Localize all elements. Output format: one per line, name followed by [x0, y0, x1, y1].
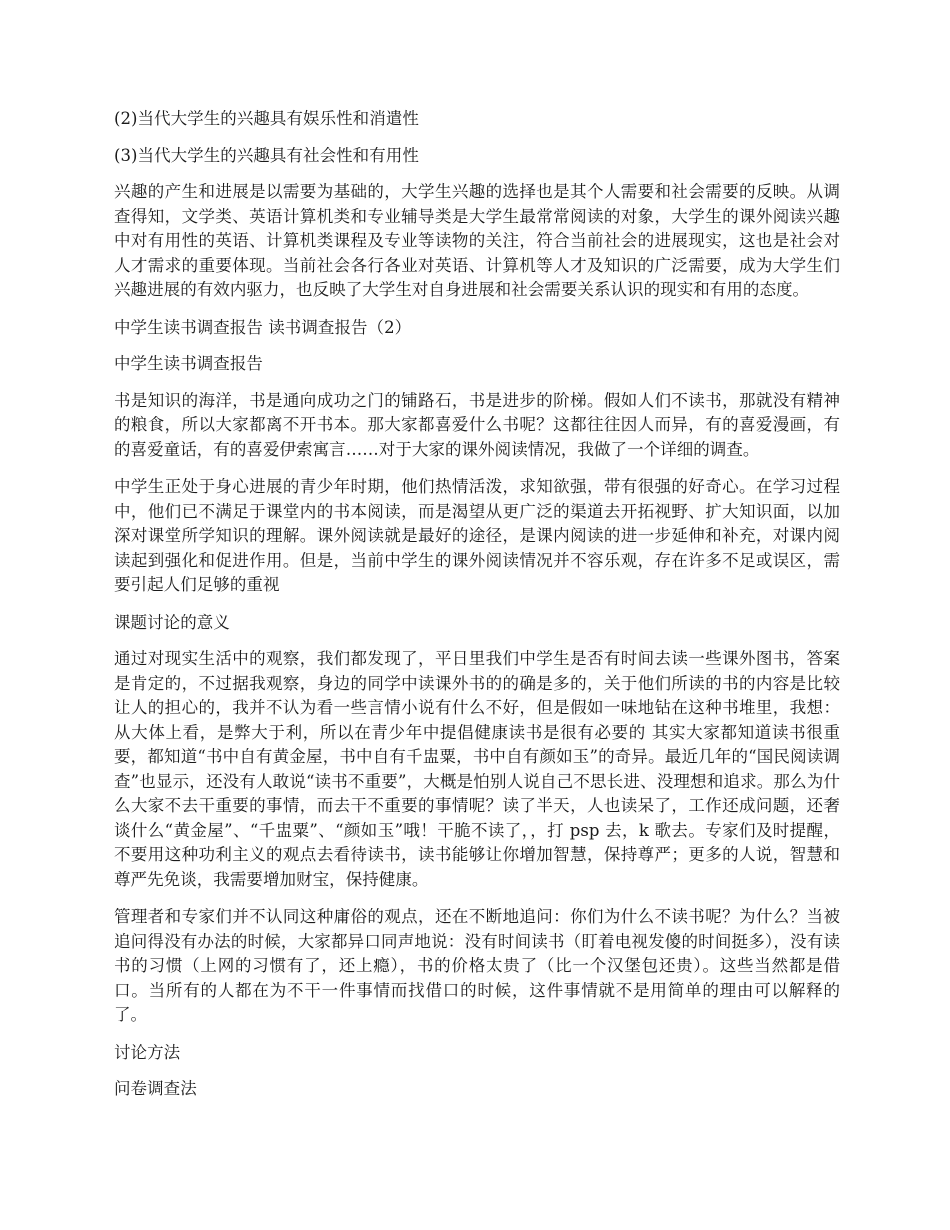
paragraph-observation: 通过对现实生活中的观察，我们都发现了，平日里我们中学生是否有时间去读一些课外图书，答案是肯定的，不过据我观察，身边的同学中读课外书的的确是多的，关于他们所读的书的内容是比较让人的担心的，我并不认为看一些言情小说有什么不好，但是假如一味地钻在这种书堆里，我想：从大体上看，是弊大于利，所以在青少年中提倡健康读书是很有必要的 其实大家都知道读书很重要，都知道“书中自有黄金屋，书中自有千盅粟，书中自有颜如玉”的奇异。最近几年的“国民阅读调查”也显示，还没有人敢说“读书不重要”，大概是怕别人说自己不思长进、没理想和追求。那么为什么大家不去干重要的事情，而去干不重要的事情呢？读了半天，人也读呆了，工作还成问题，还奢谈什么“黄金屋”、“千盅粟”、“颜如玉”哦！干脆不读了，，打 psp 去，k 歌去。专家们及时提醒，不要用这种功利主义的观点去看待读书，读书能够让你增加智慧，保持尊严；更多的人说，智慧和尊严先免谈，我需要增加财宝，保持健康。: [114, 649, 840, 889]
document-body: [114, 107, 840, 1114]
report-title: 中学生读书调查报告: [114, 354, 263, 373]
paragraph-books-intro: 书是知识的海洋，书是通向成功之门的铺路石，书是进步的阶梯。假如人们不读书，那就没有精神的粮食，所以大家都离不开书本。那大家都喜爱什么书呢？这都往往因人而异，有的喜爱漫画，有的喜爱童话，有的喜爱伊索寓言……对于大家的课外阅读情况，我做了一个详细的调查。: [114, 390, 840, 459]
heading-topic-significance: 课题讨论的意义: [114, 612, 230, 632]
paragraph-excuses: 管理者和专家们并不认同这种庸俗的观点，还在不断地追问：你们为什么不读书呢？为什么？当被追问得没有办法的时候，大家都异口同声地说：没有时间读书（盯着电视发傻的时间挺多），没有读书的习惯（上网的习惯有了，还上瘾），书的价格太贵了（比一个汉堡包还贵）。这些当然都是借口。当所有的人都在为不干一件事情而找借口的时候，这件事情就不是用简单的理由可以解释的了。: [114, 907, 840, 1024]
paragraph-interest-development: 兴趣的产生和进展是以需要为基础的，大学生兴趣的选择也是其个人需要和社会需要的反映。从调查得知，文学类、英语计算机类和专业辅导类是大学生最常常阅读的对象，大学生的课外阅读兴趣中对有用性的英语、计算机类课程及专业等读物的关注，符合当前社会的进展现实，这也是社会对人才需求的重要体现。当前社会各行各业对英语、计算机等人才及知识的广泛需要，成为大学生们兴趣进展的有效内驱力，也反映了大学生对自身进展和社会需要关系认识的现实和有用的态度。: [114, 182, 840, 299]
heading-interest-entertainment: (2)当代大学生的兴趣具有娱乐性和消遣性: [114, 109, 419, 128]
heading-interest-social: (3)当代大学生的兴趣具有社会性和有用性: [114, 145, 419, 165]
paragraph-student-reading: 中学生正处于身心进展的青少年时期，他们热情活泼，求知欲强，带有很强的好奇心。在学习过程中，他们已不满足于课堂内的书本阅读，而是渴望从更广泛的渠道去开拓视野、扩大知识面，以加深对课堂所学知识的理解。课外阅读就是最好的途径，是课内阅读的进一步延伸和补充，对课内阅读起到强化和促进作用。但是，当前中学生的课外阅读情况并不容乐观，存在许多不足或误区，需要引起人们足够的重视: [114, 477, 840, 594]
heading-questionnaire: 问卷调查法: [114, 1079, 197, 1098]
heading-method: 讨论方法: [114, 1042, 181, 1062]
section-title-report: 中学生读书调查报告 读书调查报告（2）: [114, 317, 412, 337]
